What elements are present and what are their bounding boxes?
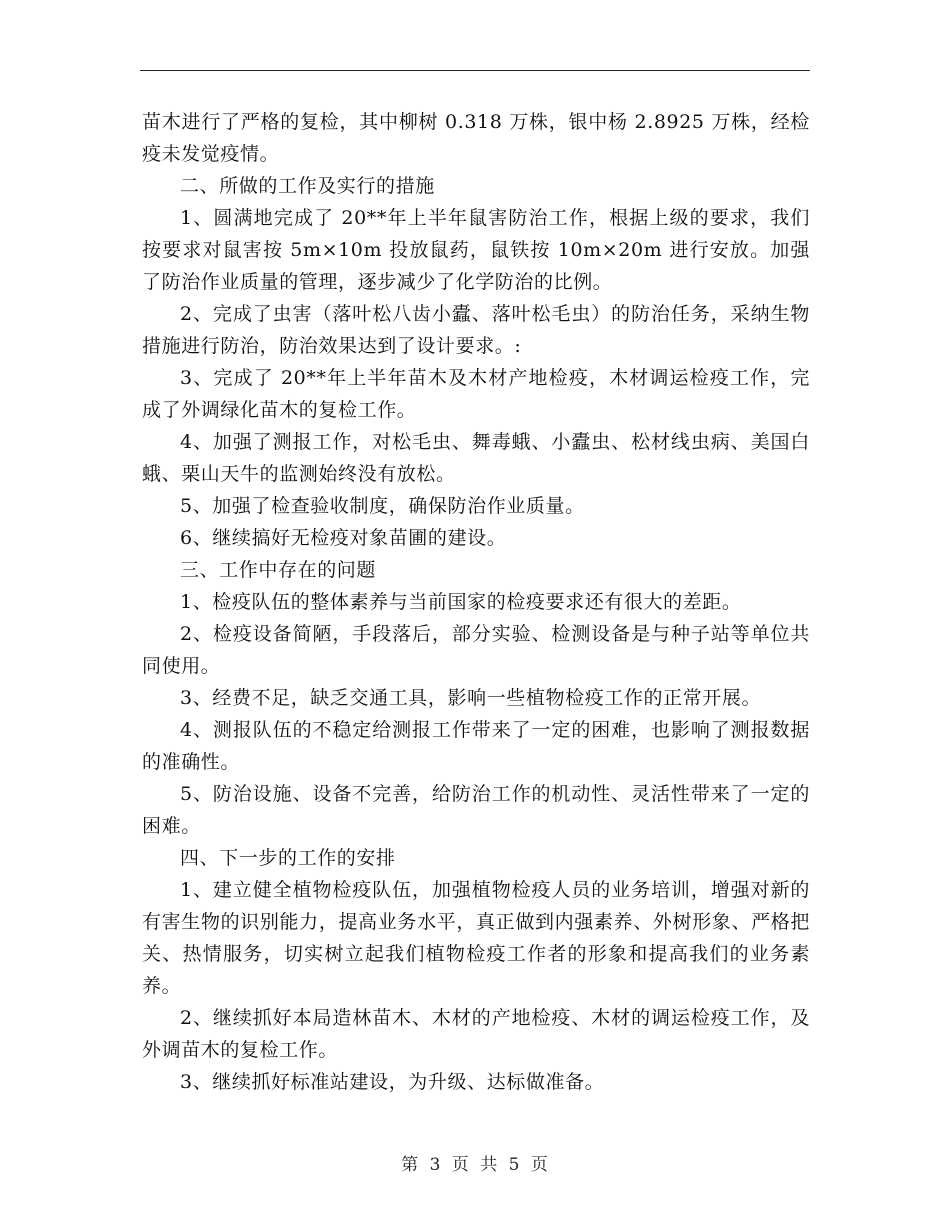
section-heading-3: 三、工作中存在的问题 [180, 559, 377, 581]
paragraph-2-1: 1、圆满地完成了 20**年上半年鼠害防治工作，根据上级的要求，我们按要求对鼠害按 5m×10m 投放鼠药，鼠铁按 10m×20m 进行安放。加强了防治作业质量的管理，逐步减少了化学防治的比例。 [142, 207, 810, 293]
paragraph-2-4: 4、加强了测报工作，对松毛虫、舞毒蛾、小蠹虫、松材线虫病、美国白蛾、栗山天牛的监测始终没有放松。 [142, 431, 810, 485]
paragraph-3-4: 4、测报队伍的不稳定给测报工作带来了一定的困难，也影响了测报数据的准确性。 [142, 719, 810, 773]
paragraph-3-1: 1、检疫队伍的整体素养与当前国家的检疫要求还有很大的差距。 [180, 591, 742, 613]
footer-prefix: 第 [401, 1155, 420, 1175]
paragraph-4-3: 3、继续抓好标准站建设，为升级、达标做准备。 [180, 1071, 605, 1093]
paragraph-2-6: 6、继续搞好无检疫对象苗圃的建设。 [180, 527, 507, 549]
paragraph-1: 苗木进行了严格的复检，其中柳树 0.318 万株，银中杨 2.8925 万株，经检疫未发觉疫情。 [142, 111, 810, 165]
footer-current-page: 3 [429, 1155, 442, 1175]
paragraph-3-5: 5、防治设施、设备不完善，给防治工作的机动性、灵活性带来了一定的困难。 [142, 783, 810, 837]
paragraph-2-3: 3、完成了 20**年上半年苗木及木材产地检疫，木材调运检疫工作，完成了外调绿化苗木的复检工作。 [142, 367, 810, 421]
document-body [142, 106, 810, 1098]
paragraph-2-5: 5、加强了检查验收制度，确保防治作业质量。 [180, 495, 585, 517]
paragraph-3-2: 2、检疫设备简陋，手段落后，部分实验、检测设备是与种子站等单位共同使用。 [142, 623, 810, 677]
paragraph-4-1: 1、建立健全植物检疫队伍，加强植物检疫人员的业务培训，增强对新的有害生物的识别能力，提高业务水平，真正做到内强素养、外树形象、严格把关、热情服务，切实树立起我们植物检疫工作者的形象和提高我们的业务素养。 [142, 879, 810, 997]
paragraph-3-3: 3、经费不足，缺乏交通工具，影响一些植物检疫工作的正常开展。 [180, 687, 762, 709]
header-rule [140, 70, 810, 71]
section-heading-2: 二、所做的工作及实行的措施 [180, 175, 435, 197]
paragraph-4-2: 2、继续抓好本局造林苗木、木材的产地检疫、木材的调运检疫工作，及外调苗木的复检工作。 [142, 1007, 810, 1061]
footer-page-word: 页 [451, 1155, 470, 1175]
footer-total-pages: 5 [508, 1155, 521, 1175]
page-footer [0, 1150, 950, 1175]
footer-total-word: 共 [480, 1155, 499, 1175]
paragraph-2-2: 2、完成了虫害（落叶松八齿小蠹、落叶松毛虫）的防治任务，采纳生物措施进行防治，防治效果达到了设计要求。: [142, 303, 810, 357]
footer-suffix: 页 [530, 1155, 549, 1175]
section-heading-4: 四、下一步的工作的安排 [180, 847, 396, 869]
